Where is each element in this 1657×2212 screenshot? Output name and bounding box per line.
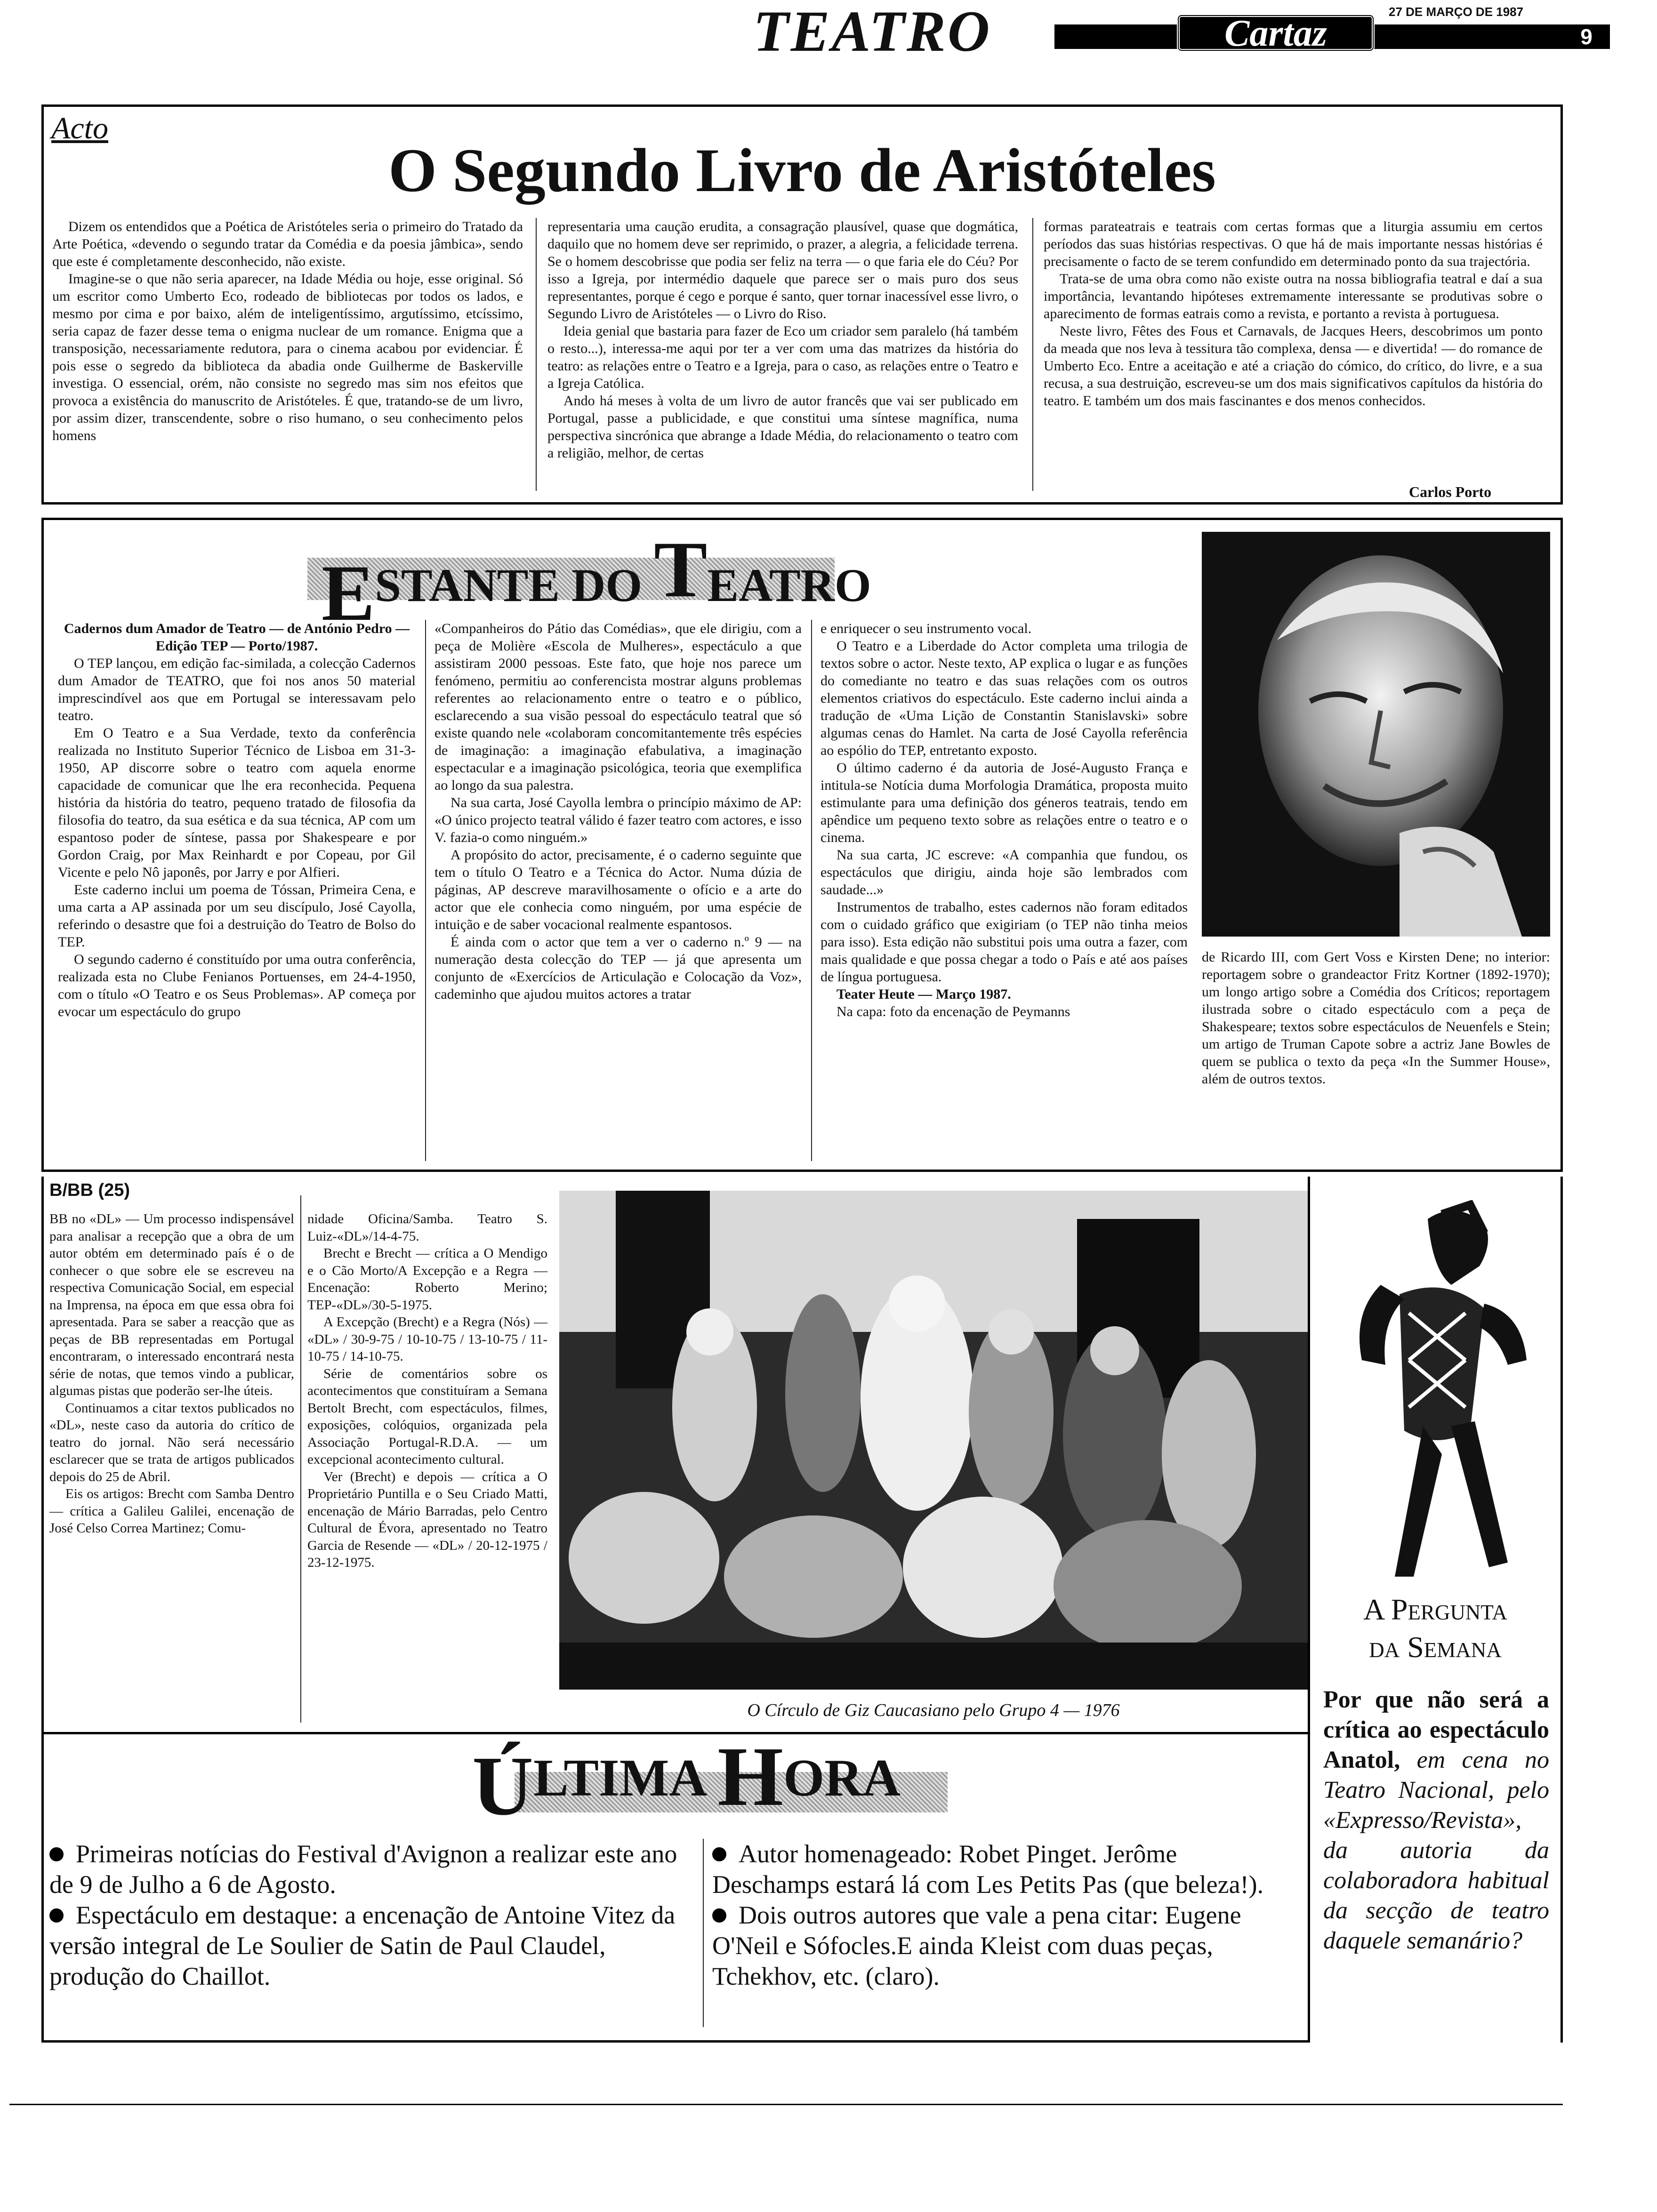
paragraph: «Companheiros do Pátio das Comédias», que ele dirigiu, com a peça de Molière «Escola de Mulheres», espectáculo a que assistiram 2000 pessoas. Este fato, que hoje nos parece um fenómeno, permitiu ao conferencista mostrar alguns problemas referentes ao relacionamento entre o teatro e o público, esclarecendo a sua visão pessoal do espectáculo teatral que só existe quando nele «colaboram concomitantemente três espécies de imaginação: a imaginação efabulativa, a imaginação espectacular e a imaginação psicológica, teoria que exemplifica ao longo da sua palestra. [434,621,802,793]
news-text: Espectáculo em destaque: a encenação de Antoine Vitez da versão integral de Le Soulier de Satin de Paul Claudel, produção do Chaillot. [49,1901,676,1990]
estante-column-1 [58,620,416,1020]
page-number: 9 [1580,24,1593,49]
paragraph: Trata-se de uma obra como não existe outra na nossa bibliografia teatral e daí a sua importância, levantando hipóteses extremamente interessante se produtivas sobre o aparecimento de formas eatrais como a revista, e portanto a revista à portuguesa. [1044,271,1543,321]
title-text: LTIMA [533,1749,718,1807]
paragraph: O TEP lançou, em edição fac-similada, a colecção Cadernos dum Amador de TEATRO, que foi nos anos 50 material imprescindível aos que em Portugal se interessavam pelo teatro. [58,656,416,723]
acto-column-1 [52,218,523,444]
paragraph: O segundo caderno é constituído por uma outra conferência, realizada esta no Clube Fenianos Portuenses, em 24-4-1950, com o título «O Teatro e os Seus Problemas». AP começa por evocar um espectáculo do grupo [58,952,416,1019]
news-text: Dois outros autores que vale a pena citar: Eugene O'Neil e Sófocles.E ainda Kleist com duas peças, Tchekhov, etc. (claro). [712,1901,1241,1990]
paragraph: Em O Teatro e a Sua Verdade, texto da conferência realizada no Instituto Superior Técnico de Lisboa em 31-3-1950, AP discorre sobre o teatro com aquela enorme capacidade de comunicar que lhe era reconhecida. Pequena história da história do teatro, pequeno tratado de filosofia da filosofia do teatro, da sua esética e da sua técnica, AP com um espantoso poder de síntese, passa por Shakespeare e por Gordon Craig, por Max Reinhardt e por Copeau, por Gil Vicente e pelo Nô japonês, por Jarry e por Alfieri. [58,725,416,880]
acto-title: O Segundo Livro de Aristóteles [388,136,1216,205]
title-initial: T [654,525,708,614]
paragraph: Na sua carta, JC escreve: «A companhia que fundou, os espectáculos que dirigiu, ainda hoje são lembrados com saudade...» [820,847,1188,898]
question-italic: em cena no Teatro Nacional, pelo «Expresso/Revista», da autoria da colaboradora habitual da secção de teatro daquele semanário? [1323,1747,1550,1954]
paragraph: e enriquecer o seu instrumento vocal. [820,621,1032,636]
acto-kicker: Acto [51,111,108,145]
paragraph: representaria uma caução erudita, a consagração plausível, quase que dogmática, daquilo que no homem deve ser reprimido, o prazer, a alegria, a felicidade terrena. Se o homem descobrisse que podia ser feliz na terra — o que faria ele do Céu? Por isso a Igreja, por intermédio daquele que parece ser o mais puro dos seus representantes, porque é cego e porque é santo, quer tornar inacessível esse livro, o Segundo Livro de Aristóteles — o Livro do Riso. [547,219,1018,321]
paragraph: É ainda com o actor que tem a ver o caderno n.º 9 — na numeração desta colecção do TEP — já que apresenta um conjunto de «Exercícios de Articulação e Colocação da Voz», cademinho que ajudou muitos actores a tratar [434,934,802,1002]
title-text: EATRO [707,559,871,611]
stage-scene-illustration [559,1191,1308,1690]
pergunta-title-line: A Pergunta [1363,1593,1507,1626]
bullet-icon [712,1847,726,1861]
page-bottom-rule [9,2104,1563,2105]
paragraph: A propósito do actor, precisamente, é o caderno seguinte que tem o título O Teatro e a Técnica do Actor. Numa dúzia de páginas, AP descreve maravilhosamente o ofício e a arte do actor que ele conhecia como ninguém, por uma espécie de intuição e de saber vocacional realmente espantosos. [434,847,802,932]
bbb-title: B/BB (25) [49,1180,130,1200]
title-text: STANTE DO [375,559,654,611]
paragraph: Este caderno inclui um poema de Tóssan, Primeira Cena, e uma carta a AP assinada por um seu discípulo, José Cayolla, referindo o desastre que foi a destruição do Teatro de Bolso do TEP. [58,882,416,950]
news-item [712,1900,1296,1992]
paragraph: A Excepção (Brecht) e a Regra (Nós) — «DL» / 30-9-75 / 10-10-75 / 13-10-75 / 11-10-75 / 14-10-75. [307,1314,547,1364]
paragraph: Dizem os entendidos que a Poética de Aristóteles seria o primeiro do Tratado da Arte Poética, «devendo o segundo tratar da Comédia e da poesia jâmbica», sendo que este é completamente desconhecido, não existe. [52,219,523,269]
paragraph: Continuamos a citar textos publicados no «DL», neste caso da autoria do crítico de teatro do jornal. Não será necessário esclarecer que se trata de artigos publicados depois do 25 de Abril. [49,1400,294,1484]
paragraph: formas parateatrais e teatrais com certas formas que a liturgia assumiu em certos períodos das suas histórias respectivas. O que há de mais importante nessas histórias é precisamente o facto de se terem confundido em determinado ponto da sua trajectória. [1044,219,1543,269]
paragraph: Teater Heute — Março 1987. [837,986,1011,1002]
paragraph: Neste livro, Fêtes des Fous et Carnavals, de Jacques Heers, descobrimos um ponto da meada que nos leva à tessitura tão complexa, densa — e divertida! — do romance de Umberto Eco. Entre a aceitação e até a criação do cómico, do crítico, do livre, e a sua recusa, a sua destruição, escreveu-se um dos mais significativos capítulos da história do teatro. E também um dos mais fascinantes e dos menos conhecidos. [1044,323,1543,409]
bbb-section [41,1177,1308,1732]
portrait-illustration [1202,532,1550,937]
bullet-icon [712,1908,726,1923]
estante-column-4 [1202,948,1550,1088]
pergunta-question [1323,1685,1549,1956]
column-rule [1032,218,1033,491]
stage-photo [559,1191,1308,1690]
column-rule [300,1195,301,1723]
news-text: Primeiras notícias do Festival d'Avignon a realizar este ano de 9 de Julho a 6 de Agosto. [49,1840,677,1899]
paragraph: BB no «DL» — Um processo indispensável para analisar a recepção que a obra de um autor obtém em determinado país é o de conhecer o que sobre ele se escreveu na respectiva Comunicação Social, em especial na Imprensa, na época em que essa obra foi apresentada. Para se saber a reacção que as peças de BB representadas em Portugal encontraram, o interessado encontrará nesta série de notas, que temos vindo a publicar, algumas pistas que poderão ser-lhe úteis. [49,1211,294,1398]
bullet-icon [49,1847,64,1861]
ultima-hora-section [41,1732,1308,2043]
acto-article [41,104,1563,505]
column-rule [811,620,812,1161]
paragraph: de Ricardo III, com Gert Voss e Kirsten Dene; no interior: reportagem sobre o grandeactor Fritz Kortner (1892-1970); um longo artigo sobre a Comédia dos Críticos; reportagem ilustrada sobre o citado espectáculo com a peça de Shakespeare; textos sobre espectáculos de Neuenfels e Stein; um artigo de Truman Capote sobre a actriz Jane Bowles de quem se publica o texto da peça «In the Summer House», além de outros textos. [1202,949,1550,1087]
pergunta-title-line: da Semana [1369,1630,1502,1664]
paragraph: Eis os artigos: Brecht com Samba Dentro — crítica a Galileu Galilei, encenação de José Celso Correa Martinez; Comu- [49,1486,294,1536]
acto-column-3 [1044,218,1543,409]
news-item [49,1839,690,1900]
paragraph: Cadernos dum Amador de Teatro — de António Pedro — Edição TEP — Porto/1987. [64,621,410,654]
section-title: TEATRO [753,0,992,64]
paragraph: nidade Oficina/Samba. Teatro S. Luiz-«DL»/14-4-75. [307,1211,547,1244]
acto-author: Carlos Porto [1409,483,1492,500]
pergunta-box [1308,1177,1563,2043]
estante-column-2 [434,620,802,1003]
paragraph: Ando há meses à volta de um livro de autor francês que vai ser publicado em Portugal, passe a publicidade, e que constitui uma síntese magnífica, numa perspectiva sincrónica que abrange a Idade Média, do relacionamento o teatro com a religião, melhor, de certas [547,393,1018,461]
news-item [712,1839,1296,1900]
estante-column-3 [820,620,1188,1020]
masthead [753,0,1610,64]
paragraph: Ver (Brecht) e depois — crítica a O Proprietário Puntilla e o Seu Criado Matti, encenação de Mário Barradas, pelo Centro Cultural de Évora, apresentado no Teatro Garcia de Resende — «DL» / 20-12-1975 / 23-12-1975. [307,1469,547,1570]
column-rule [703,1839,704,2027]
estante-title [322,525,871,637]
paragraph: Série de comentários sobre os acontecimentos que constituíram a Semana Bertolt Brecht, com espectáculos, filmes, exposições, colóquios, organizada pela Associação Portugal-R.D.A. — um excepcional acontecimento cultural. [307,1366,547,1467]
paragraph: Na sua carta, José Cayolla lembra o princípio máximo de AP: «O único projecto teatral válido é fazer teatro com actores, e isso V. fazia-o como ninguém.» [434,795,802,845]
ultima-hora-right [712,1839,1296,1992]
news-item [49,1900,690,1992]
harlequin-illustration [1329,1200,1545,1586]
question-bold: Por que não será a crítica ao espectáculo Anatol, [1323,1686,1549,1773]
column-rule [536,218,537,491]
estante-section [41,518,1563,1172]
paragraph: Ideia genial que bastaria para fazer de Eco um criador sem paralelo (há também o resto...), interessa-me aqui por ter a ver com uma das matrizes da história do teatro: as relações entre o Teatro e a Igreja, para o caso, as relações entre o Teatro e a Igreja Católica. [547,323,1018,391]
portrait-photo [1202,532,1550,937]
title-initial: E [322,549,375,637]
bullet-icon [49,1908,64,1923]
paragraph: O Teatro e a Liberdade do Actor completa uma trilogia de textos sobre o actor. Neste texto, AP explica o lugar e as funções do comediante no teatro e das suas relações com os outros elementos criativos do espectáculo. Este caderno inclui ainda a tradução de «Uma Lição de Constantin Stanislavski» sobre algumas cenas do Hamlet. Na carta de José Cayolla referência ao espólio do TEP, entretanto exposto. [820,638,1188,758]
paragraph: Instrumentos de trabalho, estes cadernos não foram editados com o cuidado gráfico que exigiriam (o TEP não tinha meios para isso). Esta edição não substitui pois uma outra a fazer, com mais qualidade e que possa chegar a todo o País e até aos países de língua portuguesa. [820,899,1188,985]
bbb-column-2 [307,1210,547,1571]
paragraph: Brecht e Brecht — crítica a O Mendigo e o Cão Morto/A Excepção e a Regra — Encenação: Roberto Merino; TEP-«DL»/30-5-1975. [307,1246,547,1313]
title-initial: Ú [472,1739,533,1833]
title-text: ORA [783,1749,901,1807]
paragraph: Imagine-se o que não seria aparecer, na Idade Média ou hoje, esse original. Só um escritor como Umberto Eco, rodeado de bibliotecas por todos os lados, e mesmo por cima e por baixo, além de inteligentíssimo, argutíssimo, etcíssimo, seria capaz de fazer desse tema o enigma nuclear de um romance. Enigma que a transposição, necessariamente redutora, para o cinema acabou por evidenciar. É pois esse o segredo da biblioteca da abadia onde Guilherme de Baskerville investiga. O essencial, orém, não consiste no segredo mas sim nos efeitos que provoca a existência do manuscrito de Aristóteles. É que, tratando-se de um livro, por assim dizer, transcendente, sobre o riso humano, o seu conhecimento pelos homens [52,271,523,443]
cartaz-logo: Cartaz [1177,14,1375,52]
column-rule [425,620,426,1161]
paragraph: O último caderno é da autoria de José-Augusto França e intitula-se Notícia duma Morfologia Dramática, proposta muito estimulante para uma definição dos géneros teatrais, tendo em apêndice um pequeno texto sobre as relações entre o teatro e o cinema. [820,760,1188,845]
ultima-hora-left [49,1839,690,1992]
photo-caption: O Círculo de Giz Caucasiano pelo Grupo 4 — 1976 [747,1700,1120,1720]
news-text: Autor homenageado: Robet Pinget. Jerôme Deschamps estará lá com Les Petits Pas (que beleza!). [712,1840,1264,1899]
ultima-hora-title [472,1730,901,1833]
issue-date: 27 DE MARÇO DE 1987 [1389,5,1524,19]
title-initial: H [717,1730,784,1823]
pergunta-title [1310,1591,1560,1666]
bbb-column-1 [49,1210,294,1537]
acto-column-2 [547,218,1018,462]
paragraph: Na capa: foto da encenação de Peymanns [837,1004,1070,1019]
